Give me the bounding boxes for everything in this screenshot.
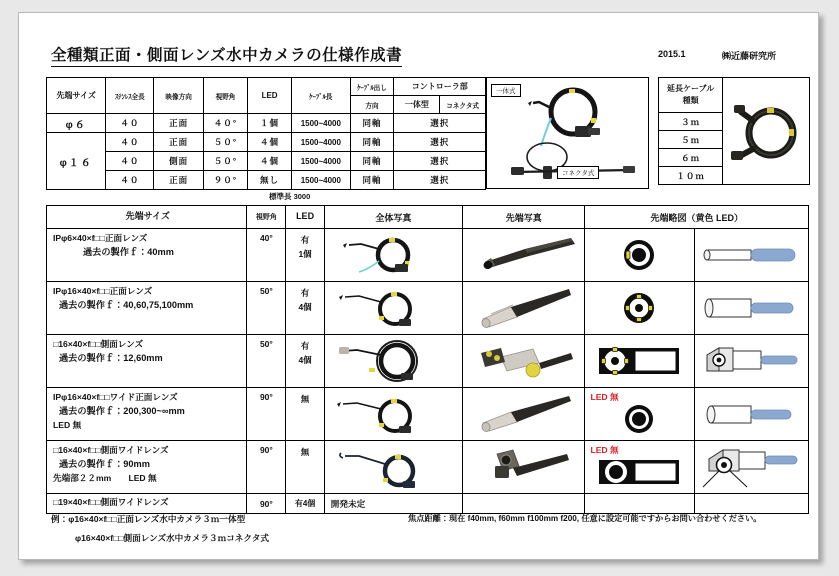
row1-name-line2: 過去の製作ｆ：40mm <box>83 247 174 258</box>
th-led: LED <box>248 78 292 114</box>
row3-led-line2: 4個 <box>298 355 312 366</box>
side-diagram-thin-rod <box>701 241 801 269</box>
cable-length-3m: ３ｍ <box>659 113 723 131</box>
row2-name-line1: IPφ16×40×f□□正面レンズ <box>53 286 153 296</box>
controller-figure-cell <box>486 77 649 189</box>
cell-led-1: １個 <box>248 114 292 133</box>
example-line-1: 例：φ16×40×f□□正面レンズ水中カメラ３ｍ一体型 <box>51 514 246 524</box>
row6-tip-size <box>47 494 247 514</box>
main-table-container <box>46 205 809 514</box>
row6-led: 有4個 <box>286 494 324 514</box>
row2-tip-diagram-front <box>585 282 694 335</box>
label-connector-type: コネクタ式 <box>557 166 599 179</box>
row5-tip-diagram-front <box>585 441 694 494</box>
th-cable-exit-direction: 方向 <box>350 96 394 114</box>
th-extension-cable <box>659 78 723 113</box>
row4-tip-size <box>47 388 247 441</box>
th-tip-photo: 先端写真 <box>462 206 584 229</box>
row2-view-angle: 50° <box>247 282 286 335</box>
spec-row-3 <box>47 152 486 171</box>
spec-table-header-row <box>47 78 486 96</box>
cell-controller-1: 選択 <box>394 114 486 133</box>
cell-controller-4: 選択 <box>394 171 486 190</box>
cell-size-phi16: φ１６ <box>47 133 106 190</box>
side-diagram-cylinder-2 <box>701 399 801 429</box>
cell-length-4: ４０ <box>106 171 154 190</box>
main-row-1 <box>47 229 809 282</box>
cell-led-3: ４個 <box>248 152 292 171</box>
row4-name-line2: 過去の製作ｆ：200,300~∞mm <box>59 406 185 417</box>
front-diagram-single-led <box>619 235 659 275</box>
spec-table-container <box>46 77 486 190</box>
main-row-3 <box>47 335 809 388</box>
th-main-led: LED <box>286 206 324 229</box>
front-diagram-side-led-rect <box>597 345 681 377</box>
th-controller-integrated: 一体型 <box>394 96 440 114</box>
row4-led-line1: 無 <box>300 394 310 404</box>
extension-cable-table-container <box>658 77 810 185</box>
whole-camera-photo-3 <box>333 338 453 384</box>
row3-led-line1: 有 <box>300 341 310 351</box>
cell-angle-4: ９０° <box>203 171 247 190</box>
row3-tip-photo <box>462 335 584 388</box>
main-row-4 <box>47 388 809 441</box>
row4-view-angle: 90° <box>247 388 286 441</box>
document-date: 2015.1 <box>658 49 686 59</box>
tip-photo-4 <box>471 393 577 435</box>
th-extension-cable-line2: 種類 <box>682 96 699 105</box>
cell-cable-2: 1500~4000 <box>292 133 350 152</box>
row4-led-none-note: LED 無 <box>590 392 619 402</box>
main-row-5 <box>47 441 809 494</box>
tip-photo-1 <box>471 234 577 276</box>
th-controller: コントローラ部 <box>394 78 486 96</box>
th-main-view-angle: 視野角 <box>247 206 286 229</box>
row3-tip-diagram-side <box>694 335 808 388</box>
tip-photo-5 <box>471 446 577 488</box>
main-table-header-row <box>47 206 809 229</box>
cell-length-1: ４０ <box>106 114 154 133</box>
row5-name-line3: 先端部２２mm LED 無 <box>53 472 157 483</box>
row5-name-line2: 過去の製作ｆ：90mm <box>59 459 150 470</box>
whole-camera-photo-5 <box>333 445 453 489</box>
cell-direction-2: 正面 <box>154 133 204 152</box>
row5-led-none-note: LED 無 <box>590 445 619 455</box>
row4-name-line1: IPφ16×40×f□□ワイド正面レンズ <box>53 392 178 402</box>
cell-length-2: ４０ <box>106 133 154 152</box>
extension-cable-table <box>658 77 810 185</box>
th-view-angle: 視野角 <box>203 78 247 114</box>
extension-cable-photo <box>725 79 807 183</box>
row6-tip-diagram-front <box>585 494 694 514</box>
th-stainless-length: ｽﾃﾝﾚｽ全長 <box>106 78 154 114</box>
cell-exit-1: 同軸 <box>350 114 394 133</box>
row3-tip-size <box>47 335 247 388</box>
company-name: ㈱近藤研究所 <box>722 51 777 61</box>
cell-cable-3: 1500~4000 <box>292 152 350 171</box>
cell-direction-1: 正面 <box>154 114 204 133</box>
cell-direction-3: 側面 <box>154 152 204 171</box>
row6-tip-diagram-side <box>694 494 808 514</box>
tip-photo-2 <box>471 287 577 329</box>
page-title: 全種類正面・側面レンズ水中カメラの仕様作成書 <box>51 43 402 67</box>
row6-name-line1: □19×40×f□□側面ワイドレンズ <box>53 496 169 507</box>
row2-led <box>286 282 324 335</box>
cell-exit-3: 同軸 <box>350 152 394 171</box>
row3-tip-diagram-front <box>585 335 694 388</box>
cell-direction-4: 正面 <box>154 171 204 190</box>
cell-length-3: ４０ <box>106 152 154 171</box>
row3-whole-photo <box>324 335 462 388</box>
front-diagram-four-led <box>619 288 659 328</box>
cell-exit-2: 同軸 <box>350 133 394 152</box>
document-body <box>29 21 810 553</box>
cable-header-row <box>659 78 810 113</box>
th-main-tip-size: 先端サイズ <box>47 206 247 229</box>
row2-name-line2: 過去の製作ｆ：40,60,75,100mm <box>59 300 194 311</box>
row1-tip-size <box>47 229 247 282</box>
row3-name-line2: 過去の製作ｆ：12,60mm <box>59 353 163 364</box>
row4-tip-diagram-side <box>694 388 808 441</box>
cell-led-4: 無し <box>248 171 292 190</box>
row1-view-angle: 40° <box>247 229 286 282</box>
main-row-2 <box>47 282 809 335</box>
row4-tip-photo <box>462 388 584 441</box>
row6-view-angle: 90° <box>247 494 286 514</box>
cable-length-10m: １０ｍ <box>659 167 723 185</box>
th-image-direction: 映像方向 <box>154 78 204 114</box>
cell-controller-2: 選択 <box>394 133 486 152</box>
row5-tip-diagram-side <box>694 441 808 494</box>
row1-tip-diagram-side <box>694 229 808 282</box>
th-controller-connector: コネクタ式 <box>440 96 486 114</box>
focus-distance-note: 焦点距離：現在 f40mm, f60mm f100mm f200, 任意に設定可能ですからお問い合わせください。 <box>408 514 762 523</box>
cell-angle-2: ５０° <box>203 133 247 152</box>
th-cable-exit: ｹｰﾌﾞﾙ出し <box>350 78 394 96</box>
integrated-cable-coil <box>528 89 600 146</box>
standard-length-note: 標準長 3000 <box>269 192 311 201</box>
main-table <box>46 205 809 514</box>
side-diagram-angled-box <box>699 343 803 379</box>
whole-camera-photo-4 <box>333 392 453 436</box>
example-line-2: φ16×40×f□□側面レンズ水中カメラ３ｍコネクタ式 <box>75 533 269 543</box>
th-cable-length: ｹｰﾌﾞﾙ長 <box>292 78 350 114</box>
cell-exit-4: 同軸 <box>350 171 394 190</box>
row5-led-line1: 無 <box>300 447 310 457</box>
whole-camera-photo-1 <box>333 233 453 277</box>
row5-led <box>286 441 324 494</box>
row1-name-line1: IPφ6×40×f□□正面レンズ <box>53 233 148 243</box>
cell-cable-1: 1500~4000 <box>292 114 350 133</box>
row2-led-line2: 4個 <box>298 302 312 313</box>
row2-tip-photo <box>462 282 584 335</box>
row6-tip-photo <box>462 494 584 514</box>
row5-tip-photo <box>462 441 584 494</box>
spec-table <box>46 77 486 190</box>
row3-name-line1: □16×40×f□□側面レンズ <box>53 339 144 349</box>
side-diagram-cylinder <box>701 293 801 323</box>
front-diagram-plain-circle <box>619 401 659 435</box>
row4-led <box>286 388 324 441</box>
row1-tip-diagram-front <box>585 229 694 282</box>
main-row-6 <box>47 494 809 514</box>
front-diagram-side-plain-rect <box>597 458 681 486</box>
cell-angle-1: ４０° <box>203 114 247 133</box>
row3-led <box>286 335 324 388</box>
cell-size-phi6: φ６ <box>47 114 106 133</box>
th-whole-photo: 全体写真 <box>324 206 462 229</box>
label-integrated-type: 一体式 <box>491 84 521 97</box>
row1-tip-photo <box>462 229 584 282</box>
row4-whole-photo <box>324 388 462 441</box>
cable-length-6m: ６ｍ <box>659 149 723 167</box>
row6-status: 開発未定 <box>324 494 462 514</box>
th-tip-size: 先端サイズ <box>47 78 106 114</box>
row3-view-angle: 50° <box>247 335 286 388</box>
row4-tip-diagram-front <box>585 388 694 441</box>
tip-photo-3 <box>471 339 577 383</box>
spec-row-1 <box>47 114 486 133</box>
row1-led <box>286 229 324 282</box>
row1-whole-photo <box>324 229 462 282</box>
th-extension-cable-line1: 延長ケーブル <box>667 84 715 94</box>
cell-led-2: ４個 <box>248 133 292 152</box>
row2-tip-diagram-side <box>694 282 808 335</box>
cell-angle-3: ５０° <box>203 152 247 171</box>
spec-row-4 <box>47 171 486 190</box>
row2-tip-size <box>47 282 247 335</box>
row5-view-angle: 90° <box>247 441 286 494</box>
cell-controller-3: 選択 <box>394 152 486 171</box>
row4-name-line3: LED 無 <box>53 419 82 430</box>
side-diagram-angled-box-wide <box>699 445 803 489</box>
row2-whole-photo <box>324 282 462 335</box>
row1-led-line1: 有 <box>300 235 310 245</box>
cell-cable-4: 1500~4000 <box>292 171 350 190</box>
cable-photo-cell <box>723 78 810 185</box>
row1-led-line2: 1個 <box>298 249 312 260</box>
row5-name-line1: □16×40×f□□側面ワイドレンズ <box>53 445 169 455</box>
row2-led-line1: 有 <box>300 288 310 298</box>
whole-camera-photo-2 <box>333 286 453 330</box>
cable-length-5m: ５ｍ <box>659 131 723 149</box>
row5-whole-photo <box>324 441 462 494</box>
document-page <box>18 12 819 560</box>
spec-row-2 <box>47 133 486 152</box>
row5-tip-size <box>47 441 247 494</box>
th-tip-diagram: 先端略図（黄色 LED） <box>585 206 809 229</box>
